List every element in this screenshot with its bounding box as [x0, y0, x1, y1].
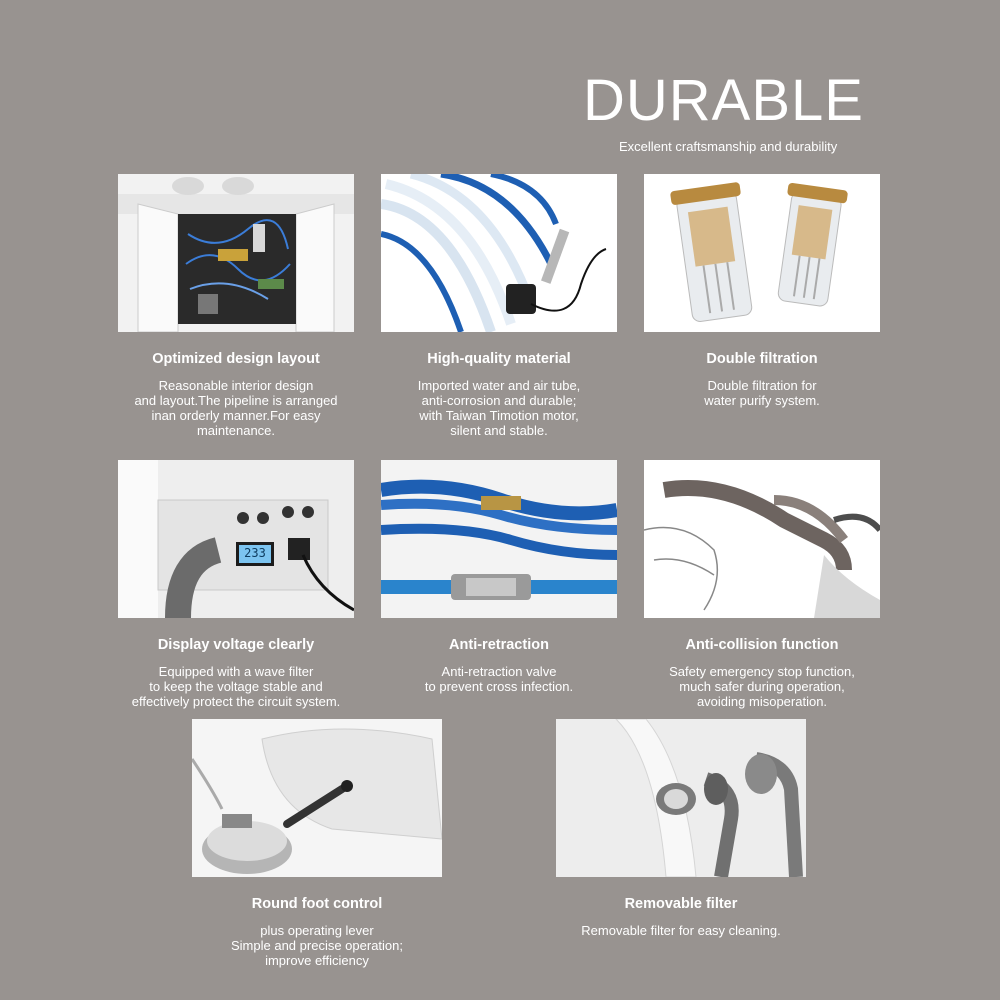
feature-title: Anti-retraction: [449, 637, 549, 653]
internal-pipeline-photo: [118, 174, 354, 332]
feature-title: Display voltage clearly: [157, 637, 315, 653]
feature-description: Removable filter for easy cleaning.: [581, 923, 781, 938]
feature-title: Removable filter: [624, 896, 738, 912]
feature-card-anti-collision: [644, 460, 880, 709]
voltage-readout: 233: [244, 546, 266, 560]
feature-card-design-layout: [118, 174, 354, 438]
removable-filter-photo: [556, 719, 806, 877]
feature-card-anti-retraction: [381, 460, 617, 694]
feature-card-voltage: [118, 460, 354, 709]
tubes-and-motor-photo: [381, 174, 617, 332]
feature-description: plus operating lever Simple and precise operation; improve efficiency: [231, 923, 403, 968]
page-title: DURABLE: [583, 68, 864, 133]
feature-title: Round foot control: [251, 896, 383, 912]
voltage-display-photo: [118, 460, 354, 618]
feature-card-material: [381, 174, 617, 438]
feature-card-removable-filter: [556, 719, 806, 938]
feature-card-foot-control: [192, 719, 442, 968]
feature-description: Reasonable interior design and layout.The pipeline is arranged inan orderly manner.For easy maintenance.: [134, 378, 338, 438]
feature-description: Double filtration for water purify system.: [704, 378, 820, 408]
feature-title: Anti-collision function: [685, 637, 839, 653]
foot-control-photo: [192, 719, 442, 877]
feature-title: High-quality material: [427, 351, 571, 367]
feature-description: Anti-retraction valve to prevent cross infection.: [424, 664, 574, 694]
feature-title: Double filtration: [706, 351, 818, 367]
feature-title: Optimized design layout: [152, 351, 320, 367]
filters-photo: [644, 174, 880, 332]
anti-retraction-valve-photo: [381, 460, 617, 618]
chair-collision-photo: [644, 460, 880, 618]
page-subtitle: Excellent craftsmanship and durability: [619, 139, 838, 154]
feature-description: Imported water and air tube, anti-corrosion and durable; with Taiwan Timotion motor, silent and stable.: [417, 378, 581, 438]
feature-card-filtration: [644, 174, 880, 408]
feature-description: Safety emergency stop function, much safer during operation, avoiding misoperation.: [669, 664, 855, 709]
feature-description: Equipped with a wave filter to keep the voltage stable and effectively protect the circuit system.: [131, 664, 341, 709]
